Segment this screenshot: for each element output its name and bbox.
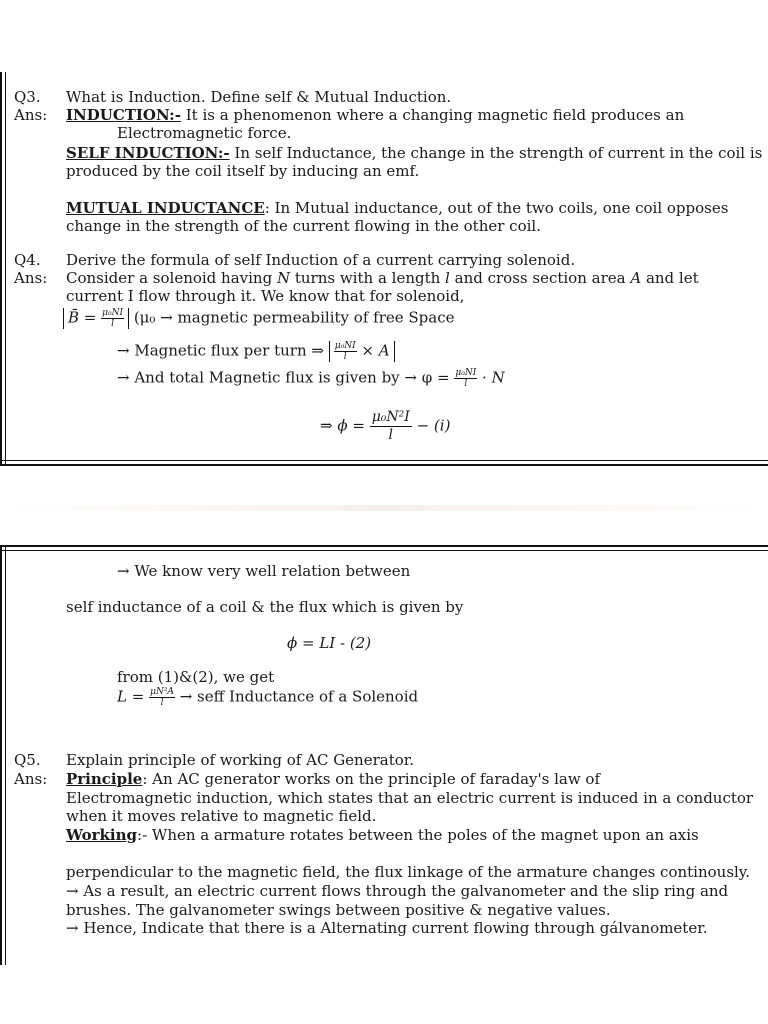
working-heading: Working bbox=[66, 826, 138, 844]
page-border-left bbox=[0, 545, 2, 965]
relation-line-2: self inductance of a coil & the flux which is given by bbox=[66, 598, 464, 616]
page-top-rule-inner bbox=[0, 550, 768, 551]
q4-answer-line1: Consider a solenoid having N turns with a length l and cross section area A and let bbox=[66, 269, 699, 287]
q5-number: Q5. bbox=[14, 751, 41, 769]
q4-answer-line2: current I flow through it. We know that for solenoid, bbox=[66, 287, 465, 305]
fraction: $\frac{\text{μ₀NI}}{l}$ bbox=[102, 308, 124, 329]
self-induction-definition: SELF INDUCTION:- In self Inductance, the change in the strength of current in the coil is bbox=[66, 144, 763, 162]
q4-question: Derive the formula of self Induction of a current carrying solenoid. bbox=[66, 251, 576, 269]
answer-label: Ans: bbox=[14, 106, 48, 124]
principle-line-2: Electromagnetic induction, which states that an electric current is induced in a conductor bbox=[66, 789, 754, 807]
page-bottom-rule bbox=[0, 464, 768, 466]
mutual-inductance-heading: MUTUAL INDUCTANCE bbox=[66, 199, 265, 217]
page-separator bbox=[0, 505, 768, 511]
page-top-rule bbox=[0, 545, 768, 547]
equation-flux-inductance: ϕ = LI - (2) bbox=[287, 634, 372, 652]
combine-line: from (1)&(2), we get bbox=[117, 668, 275, 686]
working-line-4: brushes. The galvanometer swings between positive & negative values. bbox=[66, 901, 611, 919]
q5-question: Explain principle of working of AC Generator. bbox=[66, 751, 415, 769]
page-border-left-inner bbox=[5, 72, 6, 466]
equation-flux-result: ⇒ ϕ = $\frac{\text{μ₀N²I}}{l} - (i)$ bbox=[320, 409, 451, 443]
working-line-3: → As a result, an electric current flows through the galvanometer and the slip ring and bbox=[66, 882, 729, 900]
equation-total-flux: → And total Magnetic flux is given by → φ = $\frac{\text{μ₀NI}}{l}$ · N bbox=[117, 368, 505, 389]
mutual-inductance-definition: MUTUAL INDUCTANCE: In Mutual inductance, out of the two coils, one coil opposes bbox=[66, 199, 729, 217]
principle-line-3: when it moves relative to magnetic field. bbox=[66, 807, 377, 825]
fraction: $\frac{\text{μN²A}}{l}$ bbox=[150, 687, 174, 708]
mutual-inductance-definition-cont: change in the strength of the current flowing in the other coil. bbox=[66, 217, 541, 235]
equation-magnetic-field: B̄ = $\frac{\text{μ₀NI}}{l}$ (μ₀ → magnetic permeability of free Space bbox=[63, 308, 454, 329]
document-page-1 bbox=[0, 72, 768, 466]
equation-self-inductance: L = $\frac{\text{μN²A}}{l}$ → seff Inductance of a Solenoid bbox=[117, 687, 419, 708]
induction-definition: INDUCTION:- It is a phenomenon where a changing magnetic field produces an bbox=[66, 106, 685, 124]
fraction: $\frac{\text{μ₀N²I}}{l}$ bbox=[371, 409, 410, 443]
document-page-2 bbox=[0, 545, 768, 965]
q4-number: Q4. bbox=[14, 251, 41, 269]
working-line-5: → Hence, Indicate that there is a Alternating current flowing through gálvanometer. bbox=[66, 919, 708, 937]
q3-number: Q3. bbox=[14, 88, 41, 106]
induction-definition-cont: Electromagnetic force. bbox=[117, 124, 292, 142]
principle-line: Principle: An AC generator works on the principle of faraday's law of bbox=[66, 770, 601, 788]
self-induction-heading: SELF INDUCTION:- bbox=[66, 144, 230, 162]
induction-heading: INDUCTION:- bbox=[66, 106, 181, 124]
page-border-left bbox=[0, 72, 2, 466]
relation-line: → We know very well relation between bbox=[117, 562, 411, 580]
q3-question: What is Induction. Define self & Mutual Induction. bbox=[66, 88, 452, 106]
self-induction-definition-cont: produced by the coil itself by inducing an emf. bbox=[66, 162, 420, 180]
principle-heading: Principle bbox=[66, 770, 143, 788]
working-line-2: perpendicular to the magnetic field, the flux linkage of the armature changes continously. bbox=[66, 863, 751, 881]
equation-flux-per-turn: → Magnetic flux per turn ⇒ $\frac{\text{μ₀NI}}{l}$ × A bbox=[117, 341, 395, 362]
fraction: $\frac{\text{μ₀NI}}{l}$ bbox=[334, 341, 356, 362]
working-line: Working:- When a armature rotates between the poles of the magnet upon an axis bbox=[66, 826, 699, 844]
page-border-left-inner bbox=[5, 545, 6, 965]
fraction: $\frac{\text{μ₀NI}}{l}$ bbox=[455, 368, 477, 389]
answer-label-3: Ans: bbox=[14, 770, 48, 788]
page-bottom-rule-inner bbox=[0, 460, 768, 461]
answer-label-2: Ans: bbox=[14, 269, 48, 287]
